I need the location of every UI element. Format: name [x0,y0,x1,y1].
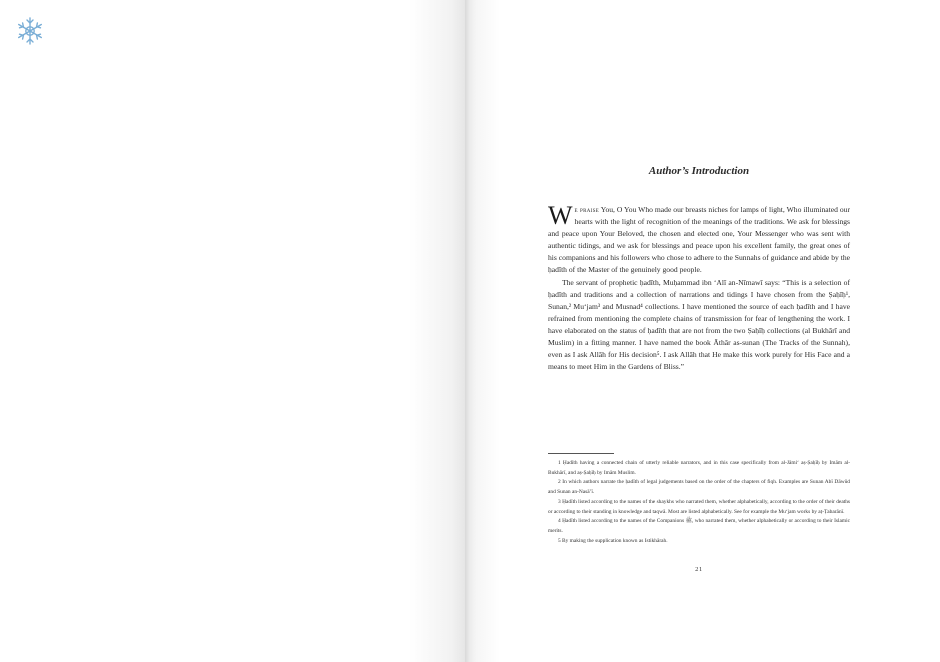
footnote-3: 3 Ḥadīth listed according to the names of the shaykhs who narrated them, whether alphabetically, according to the order of their deaths or according to their standing in knowledge and taqwā. Most are listed alphabetically. See for example the Mu‘jam works by aṭ-Ṭabarānī. [548,498,850,515]
footnote-4: 4 Ḥadīth listed according to the names of the Companions ﷺ, who narrated them, whether alphabetically or according to their Islamic merits. [548,518,850,534]
introduction-text [548,201,850,373]
left-page [0,0,465,662]
second-paragraph: The servant of prophetic ḥadīth, Muḥammad ibn ‘Alī an-Nīmawī says: “This is a selection of ḥadīth and traditions and a collection of narrations and tidings I have chosen from the Ṣaḥīḥ¹, Sunan,² Mu‘jam³ and Musnad⁴ collections. I have mentioned the source of each ḥadīth and I have refrained from mentioning the complete chains of transmission for fear of lengthening the work. I have elaborated on the status of ḥadīth that are not from the two Ṣaḥīḥ collections (al Bukhārī and Muslim) in a fitting manner. I have named the book Āthār as-sunan (The Tracks of the Sunnah), even as I ask Allāh for His decision⁵. I ask Allāh that He make this work purely for His Face and a means to meet Him in the Gardens of Bliss.” [548,277,850,372]
drop-cap: W [548,201,573,230]
page-number: 21 [695,566,703,573]
footnote-5: 5 By making the supplication known as Istikhārah. [558,537,668,544]
snowflake-emblem-icon [14,15,46,47]
book-gutter [465,0,477,662]
footnote-divider [548,453,614,454]
chapter-title: Author’s Introduction [648,165,750,177]
intro-paragraph-text: You, O You Who made our breasts niches for lamps of light, Who illuminated our hearts with the light of recognition of the meanings of the traditions. We ask for blessings and peace upon Your Beloved, the chosen and elected one, Your Messenger who was sent with authentic tidings, and we ask for blessings and peace upon his excellent family, the great ones of his companions and his followers who chose to adhere to the Sunnahs of guidance and abide by the ḥadīth of the Master of the genuinely good people. [548,205,850,275]
intro-paragraph [548,201,850,277]
footnote-2: 2 In which authors narrate the ḥadīth of legal judgements based on the order of the chapters of fiqh. Examples are Sunan Abī Dāwūd and Sunan an-Nasā’ī. [548,479,850,496]
intro-smallcaps: e praise [574,206,600,214]
footnotes [548,459,850,546]
footnote-1: 1 Ḥadīth having a connected chain of utterly reliable narrators, and in this case specifically from al-Jāmi‘ aṣ-Ṣaḥīḥ by Imām al-Bukhārī, and aṣ-Ṣaḥīḥ by Imām Muslim. [548,460,850,476]
